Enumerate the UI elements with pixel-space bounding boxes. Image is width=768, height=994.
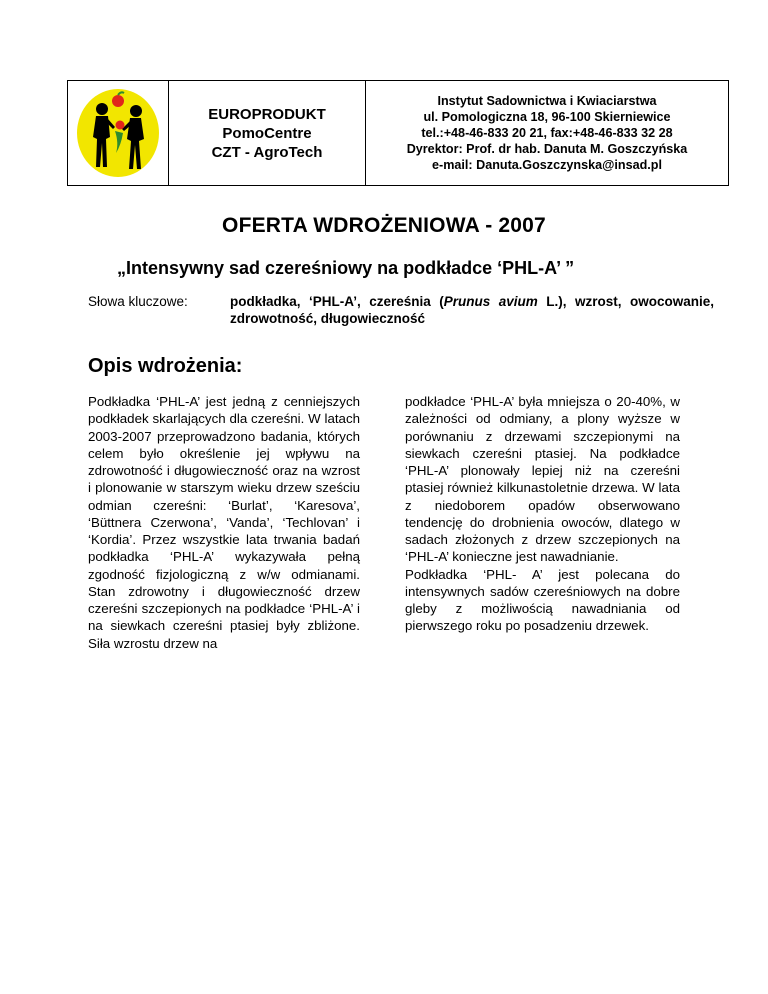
body-column-right (405, 393, 680, 635)
page-title: OFERTA WDROŻENIOWA - 2007 (222, 214, 546, 237)
logo-cell (68, 81, 169, 185)
body-paragraph-left: Podkładka ‘PHL-A’ jest jedną z cenniejszych podkładek skarlających dla czereśni. W latach 2003-2007 przeprowadzono badania, których celem było określenie jej wpływu na zdrowotność i długowieczność oraz na wzrost i plonowanie w starszym wieku drzew sześciu odmian czereśni: ‘Burlat’, ‘Karesova’, ‘Büttnera Czerwona’, ‘Vanda’, ‘Techlovan’ i ‘Kordia’. Przez wszystkie lata trwania badań podkładka ‘PHL-A’ wykazywała pełną zgodność fizjologiczną z w/w odmianami. Stan zdrowotny i długowieczność drzew czereśni szczepionych na podkładce ‘PHL-A’ i na siewkach czereśni ptasiej były zbliżone. Siła wzrostu drzew na (88, 394, 360, 651)
keywords-block (88, 293, 714, 327)
body-column-left (88, 393, 360, 652)
keywords-label: Słowa kluczowe: (88, 294, 188, 309)
keywords-text-before: podkładka, ‘PHL-A’, czereśnia ( (230, 294, 444, 309)
body-paragraph-right-1: podkładce ‘PHL-A’ była mniejsza o 20-40%, w zależności od odmiany, a plony wyższe w porównaniu z drzewami szczepionymi na siewkach czereśni ptasiej. Na podkładce ‘PHL-A’ plonowały lepiej niż na czereśni ptasiej również kilkunastoletnie drzewa. W lata z niedoborem opadów obserwowano tendencję do drobnienia owoców, dlatego w sadach złożonych z drzew szczepionych na ‘PHL-A’ konieczne jest nawadnianie. (405, 394, 680, 565)
institute-info (366, 81, 728, 185)
keywords-latin-name: Prunus avium (443, 294, 538, 309)
europrodukt-logo (75, 87, 161, 179)
org-line-1: EUROPRODUKT (208, 105, 326, 123)
section-heading: Opis wdrożenia: (88, 355, 243, 377)
org-line-3: CZT - AgroTech (211, 143, 323, 161)
keywords-text-after: L.), wzrost, owocowanie, zdrowotność, długowieczność (230, 294, 714, 326)
institute-phone: tel.:+48-46-833 20 21, fax:+48-46-833 32 28 (421, 126, 673, 140)
institute-address: ul. Pomologiczna 18, 96-100 Skierniewice (423, 110, 671, 124)
keywords-text (230, 293, 714, 327)
header-table (67, 80, 729, 186)
institute-name: Instytut Sadownictwa i Kwiaciarstwa (437, 94, 657, 108)
organization-name (169, 81, 366, 185)
institute-director: Dyrektor: Prof. dr hab. Danuta M. Goszczyńska (406, 142, 688, 156)
body-paragraph-right-2: Podkładka ‘PHL- A’ jest polecana do intensywnych sadów czereśniowych na dobre gleby z możliwością nawadniania od pierwszego roku po posadzeniu drzewek. (405, 566, 680, 634)
institute-email[interactable]: e-mail: Danuta.Goszczynska@insad.pl (432, 158, 662, 172)
org-line-2: PomoCentre (222, 124, 312, 142)
page-subtitle: „Intensywny sad czereśniowy na podkładce ‘PHL-A’ ” (117, 258, 575, 278)
